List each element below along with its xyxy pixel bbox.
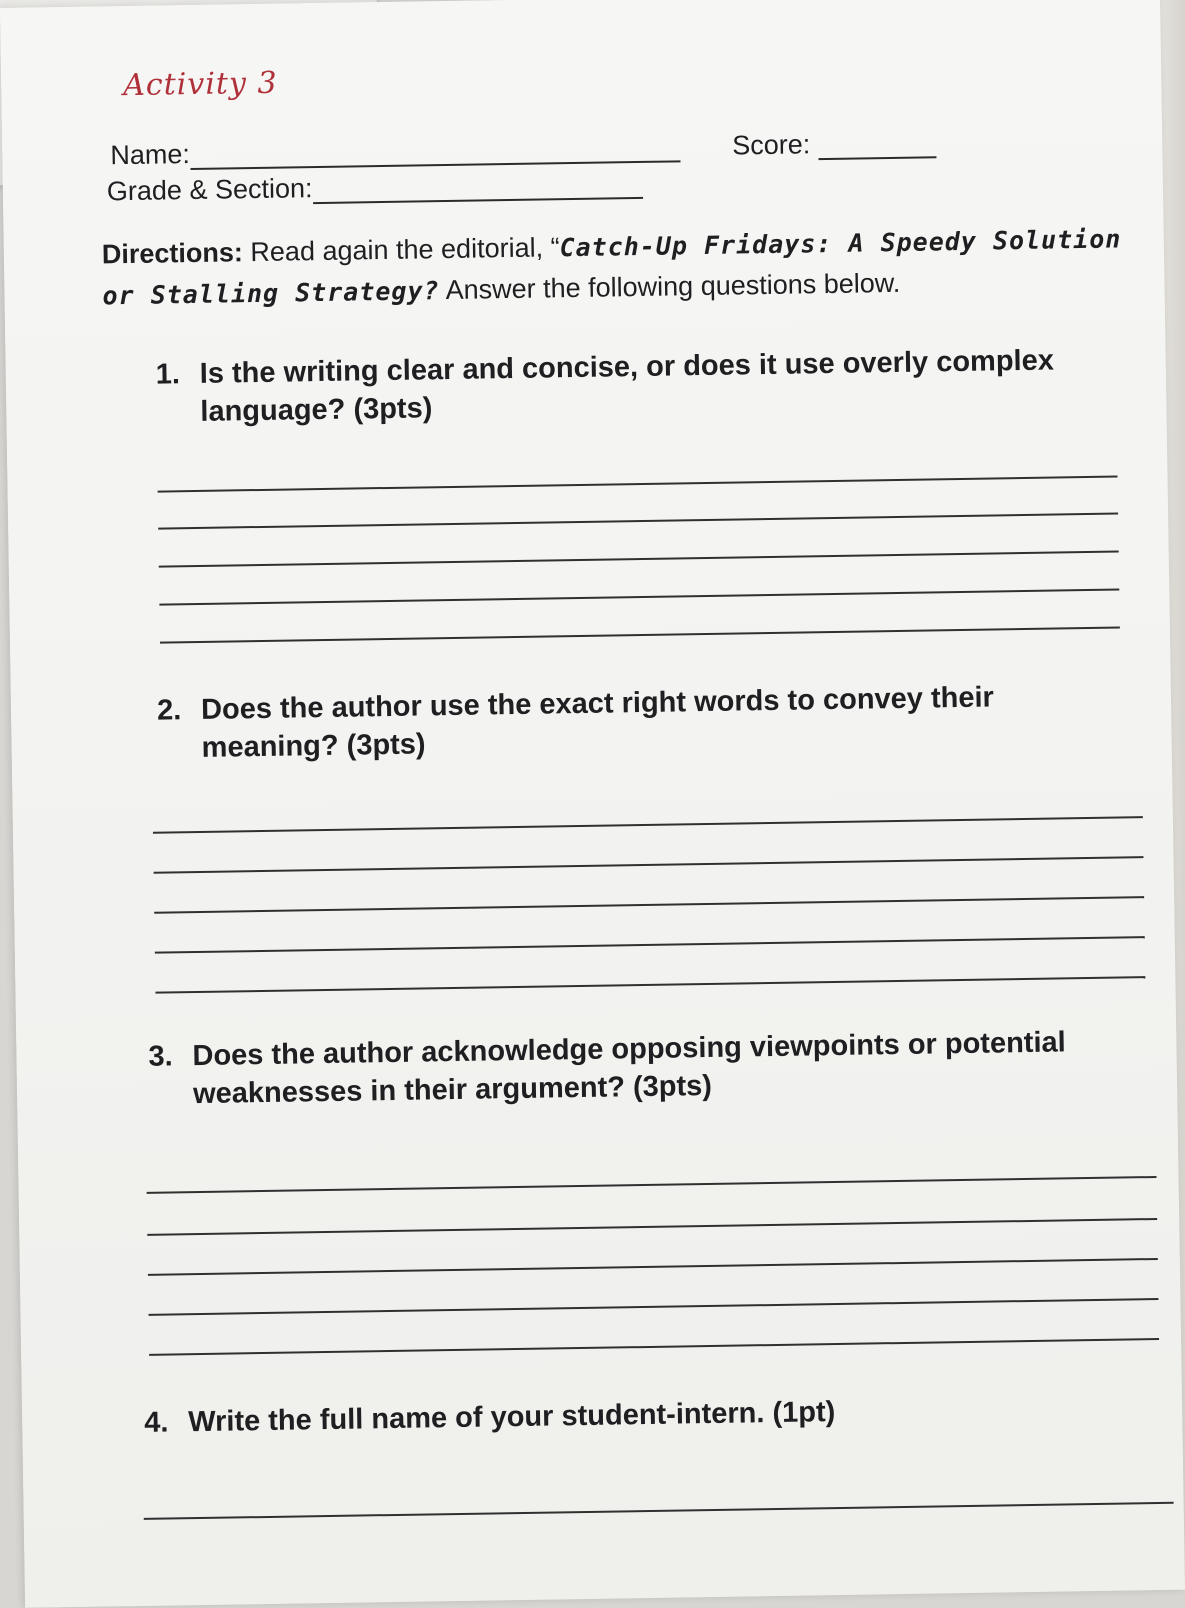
editorial-title: Catch-Up Fridays: A Speedy Solution or Stalling Strategy? (102, 224, 1122, 311)
question-number: 4. (143, 1406, 169, 1439)
question-number: 3. (148, 1040, 173, 1073)
question-2 (157, 677, 1088, 768)
answer-line[interactable] (148, 1258, 1158, 1276)
answer-line[interactable] (160, 626, 1120, 643)
answer-line[interactable] (149, 1338, 1159, 1356)
answer-line[interactable] (155, 936, 1145, 954)
question-text: Write the full name of your student-intern. (1pt) (187, 1396, 836, 1439)
handwritten-activity-note: Activity 3 (122, 65, 278, 104)
score-blank[interactable] (818, 156, 936, 160)
answer-line[interactable] (147, 1176, 1157, 1194)
question-4 (144, 1388, 1144, 1442)
question-number: 2. (156, 694, 182, 727)
grade-section-field (107, 168, 643, 207)
question-number: 1. (155, 358, 181, 391)
answer-line[interactable] (158, 513, 1118, 530)
answer-line[interactable] (159, 550, 1119, 567)
answer-line[interactable] (154, 896, 1144, 914)
answer-line[interactable] (154, 856, 1144, 874)
directions-text: Read again the editorial, “ (242, 232, 560, 268)
answer-line[interactable] (155, 976, 1145, 994)
answer-line[interactable] (158, 476, 1118, 493)
score-field (732, 127, 936, 161)
directions-text-end: Answer the following questions below. (439, 267, 901, 306)
question-3 (148, 1022, 1149, 1114)
answer-line[interactable] (144, 1502, 1174, 1520)
answer-line[interactable] (147, 1218, 1157, 1236)
answer-line[interactable] (153, 816, 1143, 834)
question-text: Is the writing clear and concise, or does it use overly complex language? (3pts) (199, 344, 1055, 428)
score-label: Score: (732, 129, 811, 161)
question-text: Does the author use the exact right words to convey their meaning? (3pts) (200, 681, 995, 764)
directions-label: Directions: (101, 237, 244, 270)
question-1 (155, 341, 1086, 432)
answer-line[interactable] (159, 588, 1119, 605)
name-field (110, 131, 680, 171)
grade-section-label: Grade & Section: (106, 173, 313, 207)
question-text: Does the author acknowledge opposing viewpoints or potential weaknesses in their argument? (3pts) (192, 1026, 1066, 1111)
grade-section-blank[interactable] (313, 197, 643, 204)
answer-line[interactable] (149, 1298, 1159, 1316)
directions (102, 218, 1123, 316)
name-label: Name: (110, 139, 191, 171)
